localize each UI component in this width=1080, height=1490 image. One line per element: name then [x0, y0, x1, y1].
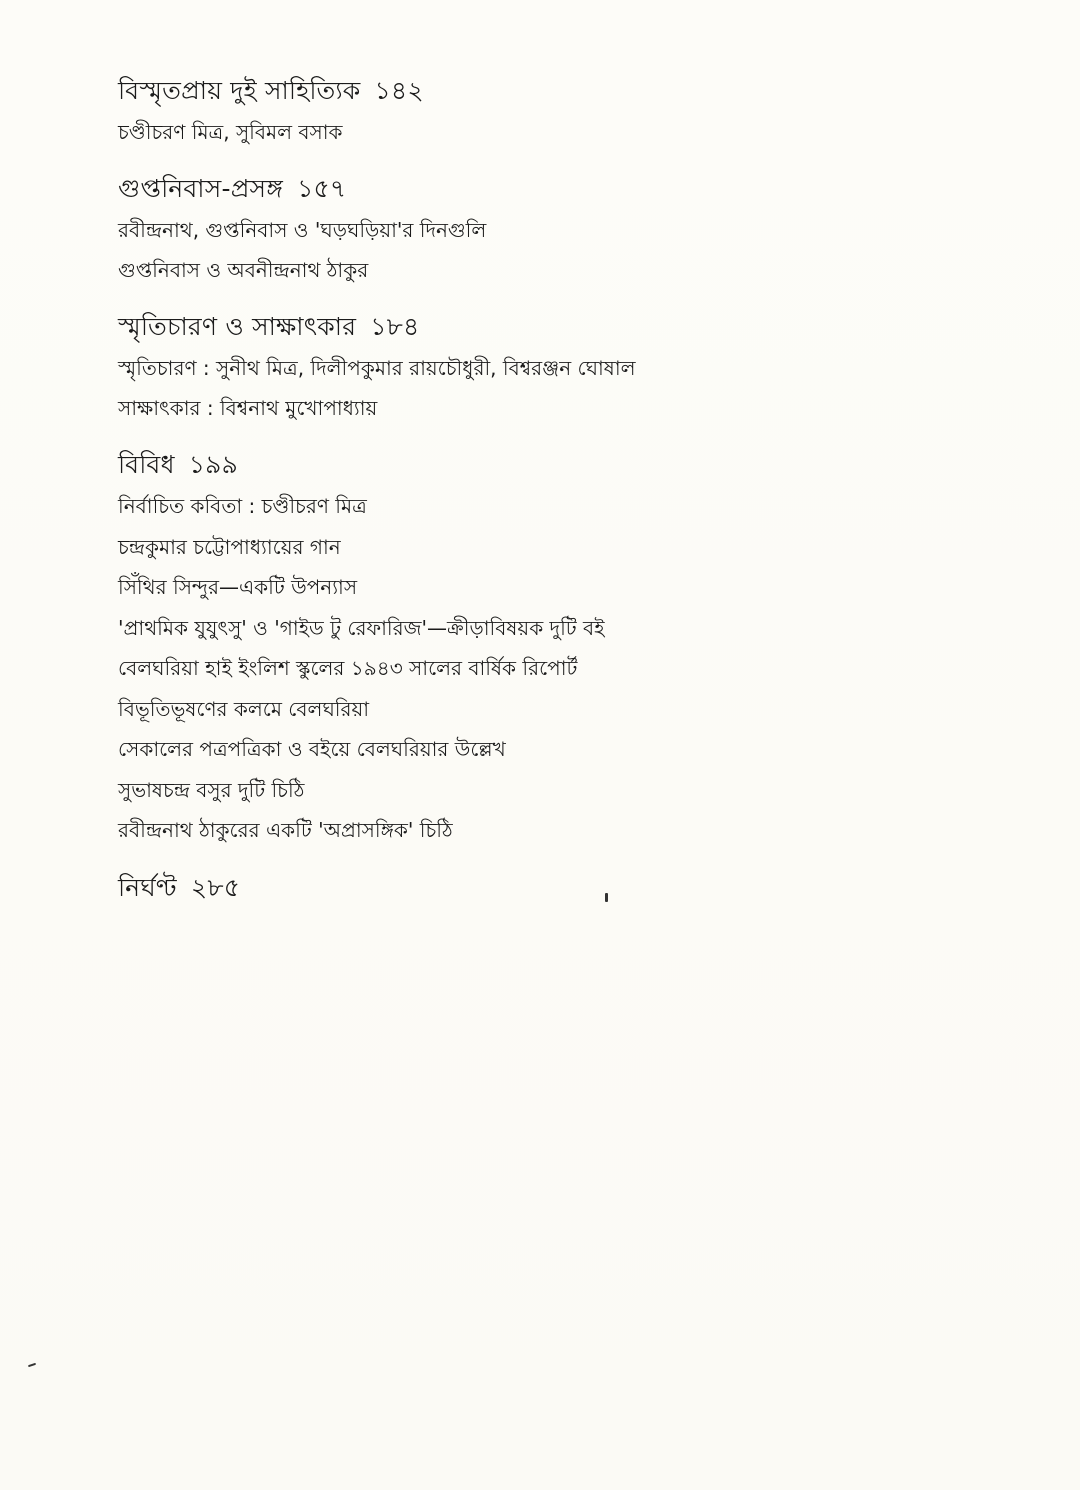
page-number: ২৮৫ [190, 872, 241, 902]
section-title: গুপ্তনিবাস-প্রসঙ্গ [118, 174, 284, 203]
toc-entry: রবীন্দ্রনাথ, গুপ্তনিবাস ও 'ঘড়ঘড়িয়া'র দিনগুলি [118, 218, 487, 242]
toc-section-forgotten-writers [118, 70, 1018, 152]
page-number: ১৯৯ [188, 450, 239, 479]
table-of-contents [118, 70, 1018, 925]
page-number: ১৪২ [374, 76, 424, 105]
section-heading [118, 306, 1018, 348]
toc-entry: সাক্ষাৎকার : বিশ্বনাথ মুখোপাধ্যায় [118, 396, 378, 420]
ink-speck [28, 1363, 36, 1367]
toc-section-guptanibas [118, 168, 1018, 290]
toc-entry: বিভূতিভূষণের কলমে বেলঘরিয়া [118, 696, 370, 721]
section-heading [118, 70, 1018, 112]
page-number: ১৮৪ [370, 312, 420, 341]
toc-entry: সেকালের পত্রপত্রিকা ও বইয়ে বেলঘরিয়ার উল্লেখ [118, 737, 506, 761]
section-title: বিবিধ [118, 450, 175, 479]
toc-entry: চণ্ডীচরণ মিত্র, সুবিমল বসাক [118, 120, 343, 144]
toc-entry: 'প্রাথমিক যুযুৎসু' ও 'গাইড টু রেফারিজ'—ক্রীড়াবিষয়ক দুটি বই [118, 615, 605, 640]
section-title: নির্ঘণ্ট [118, 872, 177, 902]
toc-entry: সিঁথির সিন্দুর—একটি উপন্যাস [118, 575, 358, 599]
toc-entry: বেলঘরিয়া হাই ইংলিশ স্কুলের ১৯৪৩ সালের বার্ষিক রিপোর্ট [118, 656, 578, 680]
section-heading [118, 867, 1018, 909]
page-number: ১৫৭ [297, 174, 347, 203]
section-title: বিস্মৃতপ্রায় দুই সাহিত্যিক [118, 76, 361, 105]
section-heading [118, 444, 1018, 486]
toc-entry: নির্বাচিত কবিতা : চণ্ডীচরণ মিত্র [118, 494, 367, 518]
toc-entry: সুভাষচন্দ্র বসুর দুটি চিঠি [118, 777, 305, 802]
toc-entry: স্মৃতিচারণ : সুনীথ মিত্র, দিলীপকুমার রায়চৌধুরী, বিশ্বরঞ্জন ঘোষাল [118, 356, 636, 380]
toc-entry: রবীন্দ্রনাথ ঠাকুরের একটি 'অপ্রাসঙ্গিক' চিঠি [118, 818, 453, 842]
section-heading [118, 168, 1018, 210]
section-title: স্মৃতিচারণ ও সাক্ষাৎকার [118, 312, 357, 341]
toc-section-miscellaneous [118, 444, 1018, 851]
ink-speck [605, 893, 608, 902]
toc-entry: চন্দ্রকুমার চট্টোপাধ্যায়ের গান [118, 534, 341, 559]
toc-section-index [118, 867, 1018, 909]
toc-section-memoirs-interviews [118, 306, 1018, 428]
toc-entry: গুপ্তনিবাস ও অবনীন্দ্রনাথ ঠাকুর [118, 258, 369, 282]
